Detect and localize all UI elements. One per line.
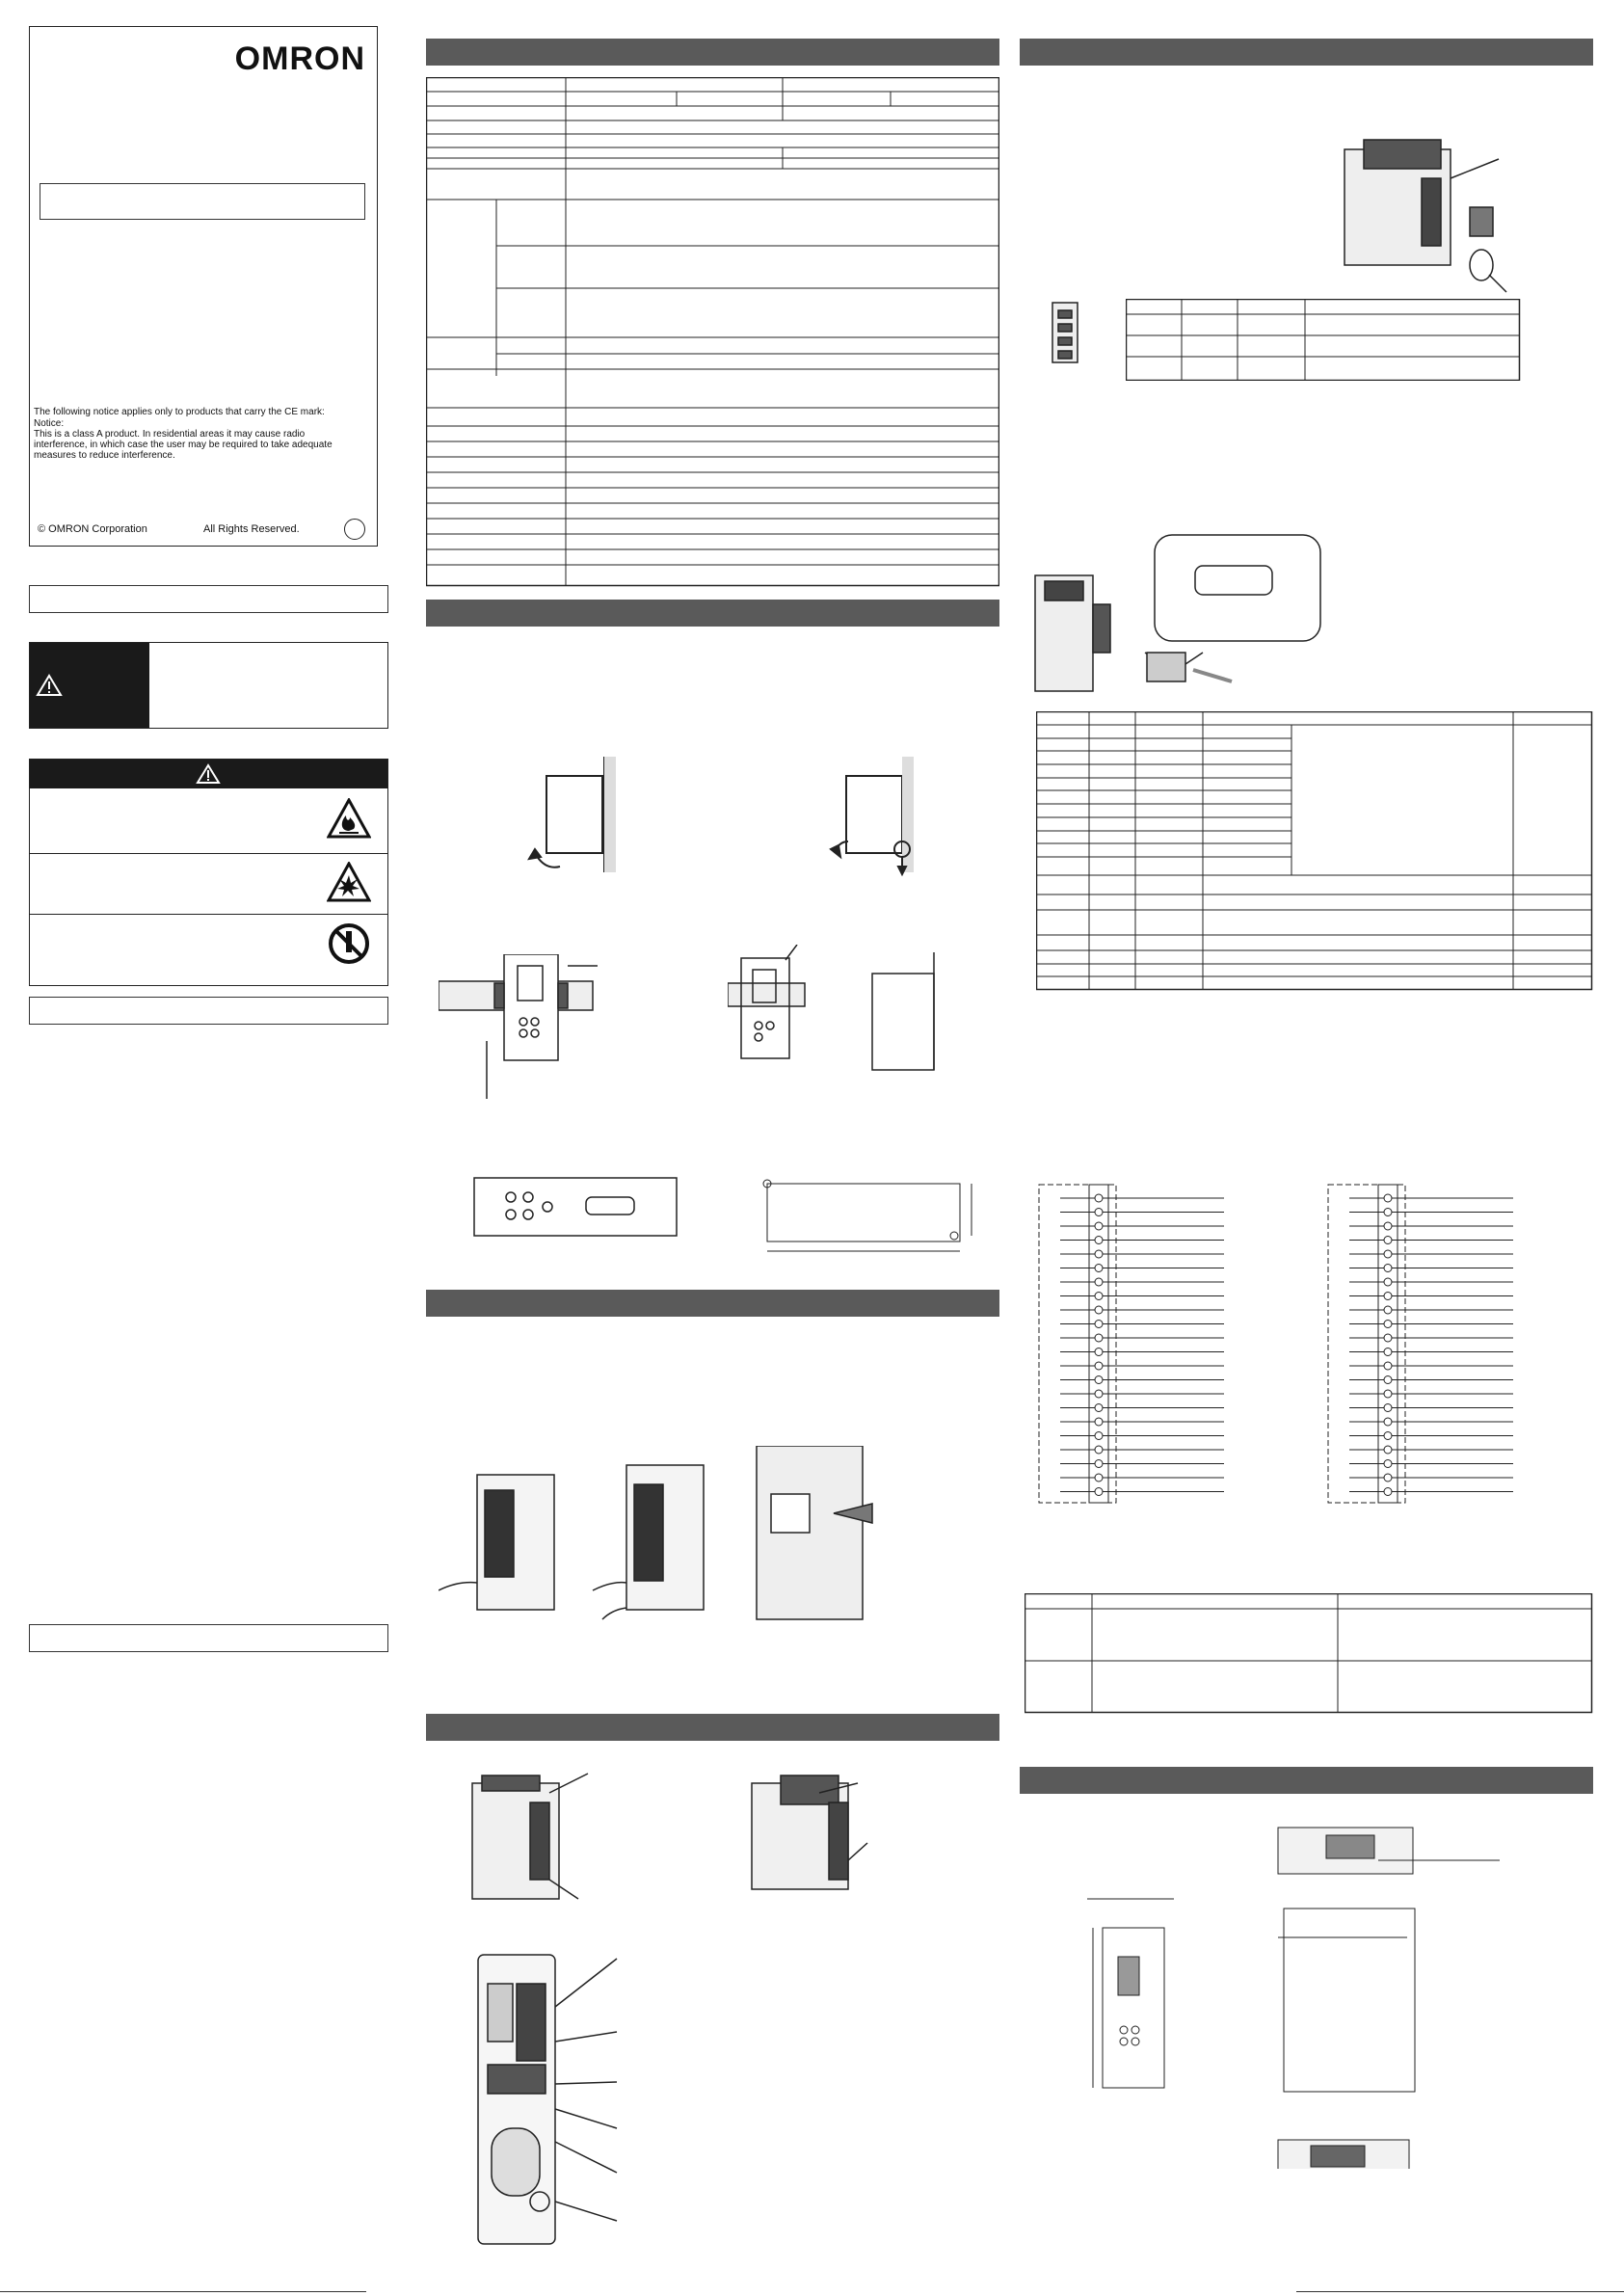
- ce-notice-body-2: interference, in which case the user may be required to take adequate: [34, 440, 333, 450]
- terminal-node: [1095, 1293, 1103, 1300]
- terminal-node: [1384, 1418, 1392, 1426]
- terminal-node: [1384, 1250, 1392, 1258]
- crop-line-left: [0, 2291, 366, 2292]
- pin-assignment-table: [1036, 711, 1593, 991]
- ce-notice-body-3: measures to reduce interference.: [34, 450, 175, 461]
- part-names-diagram-1: [453, 1764, 598, 1909]
- terminal-node: [1095, 1488, 1103, 1496]
- terminal-node: [1384, 1222, 1392, 1230]
- terminal-node: [1384, 1348, 1392, 1356]
- terminal-block-diagram: [1335, 120, 1508, 294]
- terminal-table: [1126, 299, 1521, 381]
- ce-notice-body-1: This is a class A product. In residential areas it may cause radio: [34, 429, 306, 440]
- warning-triangle-icon: [36, 674, 63, 697]
- cover-panel: [29, 26, 378, 547]
- dimensions-diagram: [1060, 1822, 1513, 2169]
- terminal-node: [1384, 1237, 1392, 1244]
- section-header-wiring: [426, 1290, 999, 1317]
- terminal-node: [1384, 1432, 1392, 1440]
- ce-notice-label: Notice:: [34, 418, 65, 429]
- front-panel-diagram: [472, 1949, 665, 2257]
- circuit-diagram-npn: [1031, 1171, 1263, 1528]
- terminal-node: [1095, 1222, 1103, 1230]
- terminal-node: [1384, 1390, 1392, 1398]
- brand-logo: OMRON: [234, 40, 365, 77]
- terminal-node: [1384, 1488, 1392, 1496]
- specifications-table: [426, 77, 999, 588]
- section-header-specifications: [426, 39, 999, 66]
- terminal-node: [1095, 1390, 1103, 1398]
- terminal-node: [1095, 1278, 1103, 1286]
- mode-table: [1025, 1593, 1593, 1714]
- terminal-node: [1095, 1446, 1103, 1454]
- part-names-diagram-2: [742, 1764, 896, 1909]
- terminal-node: [1095, 1418, 1103, 1426]
- ce-notice-title: The following notice applies only to products that carry the CE mark:: [34, 407, 325, 417]
- section-box-1: [29, 585, 388, 613]
- section-header-installation: [426, 600, 999, 627]
- fire-hazard-icon: [327, 798, 371, 839]
- terminal-node: [1384, 1404, 1392, 1412]
- terminal-plug-icon: [1045, 297, 1083, 374]
- mounting-hole-dimension: [761, 1174, 983, 1261]
- side-view-diagram: [470, 1168, 682, 1245]
- terminal-node: [1384, 1194, 1392, 1202]
- terminal-node: [1095, 1474, 1103, 1482]
- terminal-node: [1095, 1237, 1103, 1244]
- terminal-node: [1384, 1446, 1392, 1454]
- terminal-node: [1095, 1209, 1103, 1216]
- warning-header: [30, 760, 387, 788]
- copyright: © OMRON Corporation: [38, 523, 147, 535]
- terminal-node: [1095, 1321, 1103, 1328]
- warning-triangle-icon: [196, 763, 221, 785]
- terminal-node: [1095, 1334, 1103, 1342]
- mounting-diagram-2: [819, 757, 935, 882]
- terminal-node: [1384, 1460, 1392, 1468]
- terminal-node: [1095, 1348, 1103, 1356]
- section-header-dimensions: [1020, 1767, 1593, 1794]
- section-header-part-names: [426, 1714, 999, 1741]
- product-title-box: [40, 183, 365, 220]
- section-box-2: [29, 997, 388, 1025]
- dsub-connector-diagram: [1020, 527, 1328, 701]
- warning-label-block: [30, 643, 149, 728]
- no-disassembly-icon: [327, 921, 371, 966]
- wiring-connector-diagram: [439, 1446, 940, 1629]
- terminal-node: [1384, 1362, 1392, 1370]
- terminal-node: [1095, 1376, 1103, 1384]
- circuit-diagram-pnp: [1320, 1171, 1552, 1528]
- warning-definition-box: [29, 642, 388, 729]
- terminal-node: [1095, 1460, 1103, 1468]
- terminal-node: [1384, 1474, 1392, 1482]
- terminal-node: [1095, 1306, 1103, 1314]
- terminal-node: [1384, 1265, 1392, 1272]
- terminal-node: [1384, 1376, 1392, 1384]
- warning-list-box: [29, 759, 388, 986]
- terminal-node: [1384, 1209, 1392, 1216]
- mounting-diagram-1: [516, 757, 631, 872]
- terminal-node: [1095, 1404, 1103, 1412]
- crop-line-right: [1296, 2291, 1624, 2292]
- din-rail-front-diagram: [439, 954, 602, 1099]
- explosion-hazard-icon: [327, 862, 371, 902]
- section-box-3: [29, 1624, 388, 1652]
- terminal-node: [1384, 1278, 1392, 1286]
- terminal-node: [1095, 1250, 1103, 1258]
- terminal-node: [1095, 1194, 1103, 1202]
- terminal-node: [1095, 1432, 1103, 1440]
- section-header-connections: [1020, 39, 1593, 66]
- terminal-node: [1384, 1306, 1392, 1314]
- rights-reserved: All Rights Reserved.: [203, 523, 300, 535]
- terminal-node: [1095, 1265, 1103, 1272]
- terminal-node: [1384, 1334, 1392, 1342]
- terminal-node: [1384, 1321, 1392, 1328]
- terminal-node: [1384, 1293, 1392, 1300]
- version-circle: [344, 519, 365, 540]
- terminal-node: [1095, 1362, 1103, 1370]
- din-rail-front-diagram-2: [728, 945, 959, 1089]
